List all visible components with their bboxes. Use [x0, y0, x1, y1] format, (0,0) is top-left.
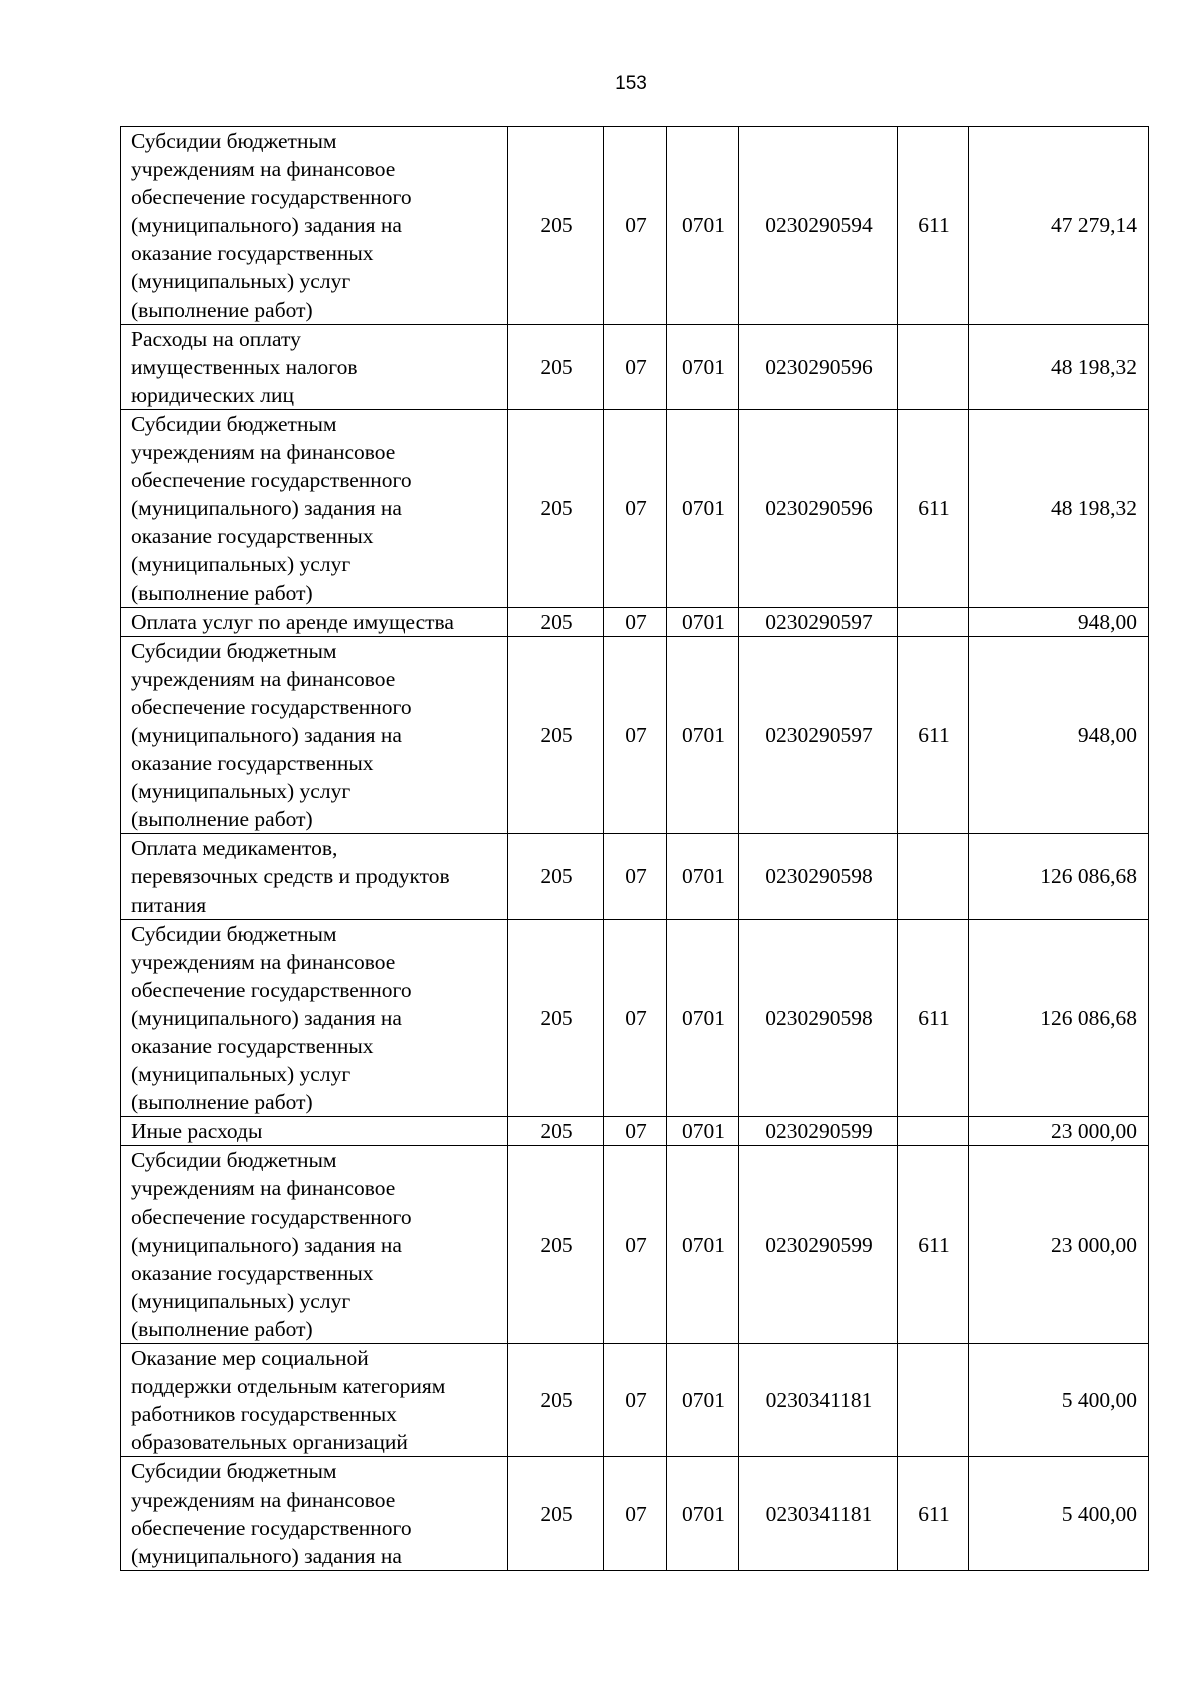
table-row [121, 834, 1149, 919]
cell-description [121, 1457, 508, 1570]
cell-section-code: 07 [604, 1117, 667, 1146]
cell-description [121, 1117, 508, 1146]
cell-ved-code: 205 [508, 834, 604, 919]
description-line: имущественных налогов [131, 354, 358, 379]
cell-target-article-code: 0230290599 [739, 1146, 898, 1344]
description-line: (муниципального) задания на [131, 496, 402, 521]
description-line: образовательных организаций [131, 1430, 408, 1455]
cell-ved-code: 205 [508, 409, 604, 607]
cell-expense-type-code: 611 [898, 1146, 969, 1344]
description-line: (выполнение работ) [131, 580, 313, 605]
description-line: учреждениям на финансовое [131, 1176, 396, 1201]
description-line: Оплата услуг по аренде имущества [131, 609, 454, 634]
cell-description [121, 1146, 508, 1344]
cell-expense-type-code [898, 324, 969, 409]
cell-description [121, 1344, 508, 1457]
cell-target-article-code: 0230290598 [739, 919, 898, 1117]
description-line: оказание государственных [131, 241, 374, 266]
cell-section-code: 07 [604, 1457, 667, 1570]
cell-expense-type-code [898, 607, 969, 636]
cell-amount: 48 198,32 [969, 324, 1149, 409]
cell-subsection-code: 0701 [667, 1457, 739, 1570]
cell-subsection-code: 0701 [667, 834, 739, 919]
cell-section-code: 07 [604, 324, 667, 409]
description-line: поддержки отдельным категориям [131, 1374, 446, 1399]
cell-amount: 23 000,00 [969, 1146, 1149, 1344]
cell-subsection-code: 0701 [667, 127, 739, 325]
cell-amount: 126 086,68 [969, 834, 1149, 919]
cell-amount: 23 000,00 [969, 1117, 1149, 1146]
cell-description [121, 409, 508, 607]
cell-description [121, 834, 508, 919]
description-line: (муниципального) задания на [131, 1543, 402, 1568]
cell-description [121, 919, 508, 1117]
cell-ved-code: 205 [508, 1344, 604, 1457]
description-line: учреждениям на финансовое [131, 666, 396, 691]
cell-expense-type-code [898, 1344, 969, 1457]
description-line: оказание государственных [131, 1034, 374, 1058]
description-line: обеспечение государственного [131, 694, 412, 719]
cell-description [121, 324, 508, 409]
cell-section-code: 07 [604, 607, 667, 636]
cell-expense-type-code: 611 [898, 127, 969, 325]
cell-target-article-code: 0230341181 [739, 1457, 898, 1570]
description-line: Субсидии бюджетным [131, 411, 337, 436]
table-row [121, 1117, 1149, 1146]
cell-subsection-code: 0701 [667, 324, 739, 409]
cell-target-article-code: 0230290599 [739, 1117, 898, 1146]
cell-target-article-code: 0230290597 [739, 607, 898, 636]
description-line: (выполнение работ) [131, 1090, 313, 1115]
description-line: (муниципальных) услуг [131, 269, 351, 294]
cell-target-article-code: 0230290594 [739, 127, 898, 325]
cell-amount: 126 086,68 [969, 919, 1149, 1117]
cell-subsection-code: 0701 [667, 607, 739, 636]
cell-subsection-code: 0701 [667, 1117, 739, 1146]
table-row [121, 1344, 1149, 1457]
cell-ved-code: 205 [508, 324, 604, 409]
cell-amount: 5 400,00 [969, 1457, 1149, 1570]
table-row [121, 607, 1149, 636]
cell-target-article-code: 0230290596 [739, 409, 898, 607]
cell-ved-code: 205 [508, 1117, 604, 1146]
description-line: учреждениям на финансовое [131, 949, 396, 974]
cell-subsection-code: 0701 [667, 1344, 739, 1457]
cell-ved-code: 205 [508, 1146, 604, 1344]
cell-section-code: 07 [604, 1344, 667, 1457]
description-line: Оказание мер социальной [131, 1346, 369, 1371]
description-line: перевязочных средств и продуктов [131, 864, 450, 889]
cell-ved-code: 205 [508, 636, 604, 834]
cell-target-article-code: 0230290597 [739, 636, 898, 834]
cell-expense-type-code: 611 [898, 636, 969, 834]
cell-subsection-code: 0701 [667, 636, 739, 834]
budget-table [120, 126, 1149, 1571]
page-number: 153 [615, 73, 647, 94]
description-line: оказание государственных [131, 751, 374, 776]
cell-amount: 948,00 [969, 607, 1149, 636]
cell-target-article-code: 0230341181 [739, 1344, 898, 1457]
cell-section-code: 07 [604, 127, 667, 325]
description-line: (муниципальных) услуг [131, 1062, 351, 1087]
cell-section-code: 07 [604, 1146, 667, 1344]
description-line: обеспечение государственного [131, 1515, 412, 1540]
description-line: работников государственных [131, 1402, 397, 1427]
description-line: Оплата медикаментов, [131, 836, 338, 861]
cell-amount: 47 279,14 [969, 127, 1149, 325]
cell-target-article-code: 0230290598 [739, 834, 898, 919]
description-line: Субсидии бюджетным [131, 1459, 337, 1484]
cell-amount: 948,00 [969, 636, 1149, 834]
table-row [121, 409, 1149, 607]
cell-ved-code: 205 [508, 607, 604, 636]
table-row [121, 636, 1149, 834]
description-line: обеспечение государственного [131, 185, 412, 210]
description-line: обеспечение государственного [131, 977, 412, 1002]
description-line: (муниципальных) услуг [131, 779, 351, 804]
cell-subsection-code: 0701 [667, 919, 739, 1117]
table-row [121, 324, 1149, 409]
cell-description [121, 607, 508, 636]
table-row [121, 919, 1149, 1117]
table-row [121, 127, 1149, 325]
description-line: учреждениям на финансовое [131, 1487, 396, 1512]
description-line: Субсидии бюджетным [131, 129, 337, 153]
description-line: (муниципальных) услуг [131, 1288, 351, 1313]
description-line: обеспечение государственного [131, 1204, 412, 1229]
description-line: (выполнение работ) [131, 1316, 313, 1341]
cell-section-code: 07 [604, 919, 667, 1117]
description-line: оказание государственных [131, 1260, 374, 1285]
cell-expense-type-code: 611 [898, 409, 969, 607]
cell-description [121, 636, 508, 834]
cell-subsection-code: 0701 [667, 1146, 739, 1344]
cell-section-code: 07 [604, 834, 667, 919]
description-line: Субсидии бюджетным [131, 638, 337, 663]
description-line: Субсидии бюджетным [131, 1148, 337, 1173]
description-line: (муниципального) задания на [131, 1232, 402, 1257]
description-line: (выполнение работ) [131, 297, 313, 322]
description-line: (муниципальных) услуг [131, 552, 351, 577]
table-row [121, 1146, 1149, 1344]
cell-section-code: 07 [604, 636, 667, 834]
description-line: оказание государственных [131, 524, 374, 549]
description-line: Иные расходы [131, 1119, 263, 1144]
description-line: Расходы на оплату [131, 326, 301, 351]
description-line: (выполнение работ) [131, 807, 313, 832]
cell-amount: 5 400,00 [969, 1344, 1149, 1457]
cell-amount: 48 198,32 [969, 409, 1149, 607]
cell-expense-type-code [898, 1117, 969, 1146]
description-line: (муниципального) задания на [131, 213, 402, 238]
description-line: питания [131, 892, 207, 917]
cell-section-code: 07 [604, 409, 667, 607]
description-line: учреждениям на финансовое [131, 440, 396, 465]
budget-table-body [121, 127, 1149, 1571]
cell-expense-type-code [898, 834, 969, 919]
description-line: Субсидии бюджетным [131, 921, 337, 946]
cell-ved-code: 205 [508, 919, 604, 1117]
description-line: (муниципального) задания на [131, 722, 402, 747]
cell-ved-code: 205 [508, 127, 604, 325]
cell-expense-type-code: 611 [898, 1457, 969, 1570]
cell-subsection-code: 0701 [667, 409, 739, 607]
cell-target-article-code: 0230290596 [739, 324, 898, 409]
cell-ved-code: 205 [508, 1457, 604, 1570]
description-line: юридических лиц [131, 382, 295, 407]
description-line: обеспечение государственного [131, 468, 412, 493]
description-line: (муниципального) задания на [131, 1005, 402, 1030]
cell-description [121, 127, 508, 325]
cell-expense-type-code: 611 [898, 919, 969, 1117]
description-line: учреждениям на финансовое [131, 157, 396, 182]
table-row [121, 1457, 1149, 1570]
